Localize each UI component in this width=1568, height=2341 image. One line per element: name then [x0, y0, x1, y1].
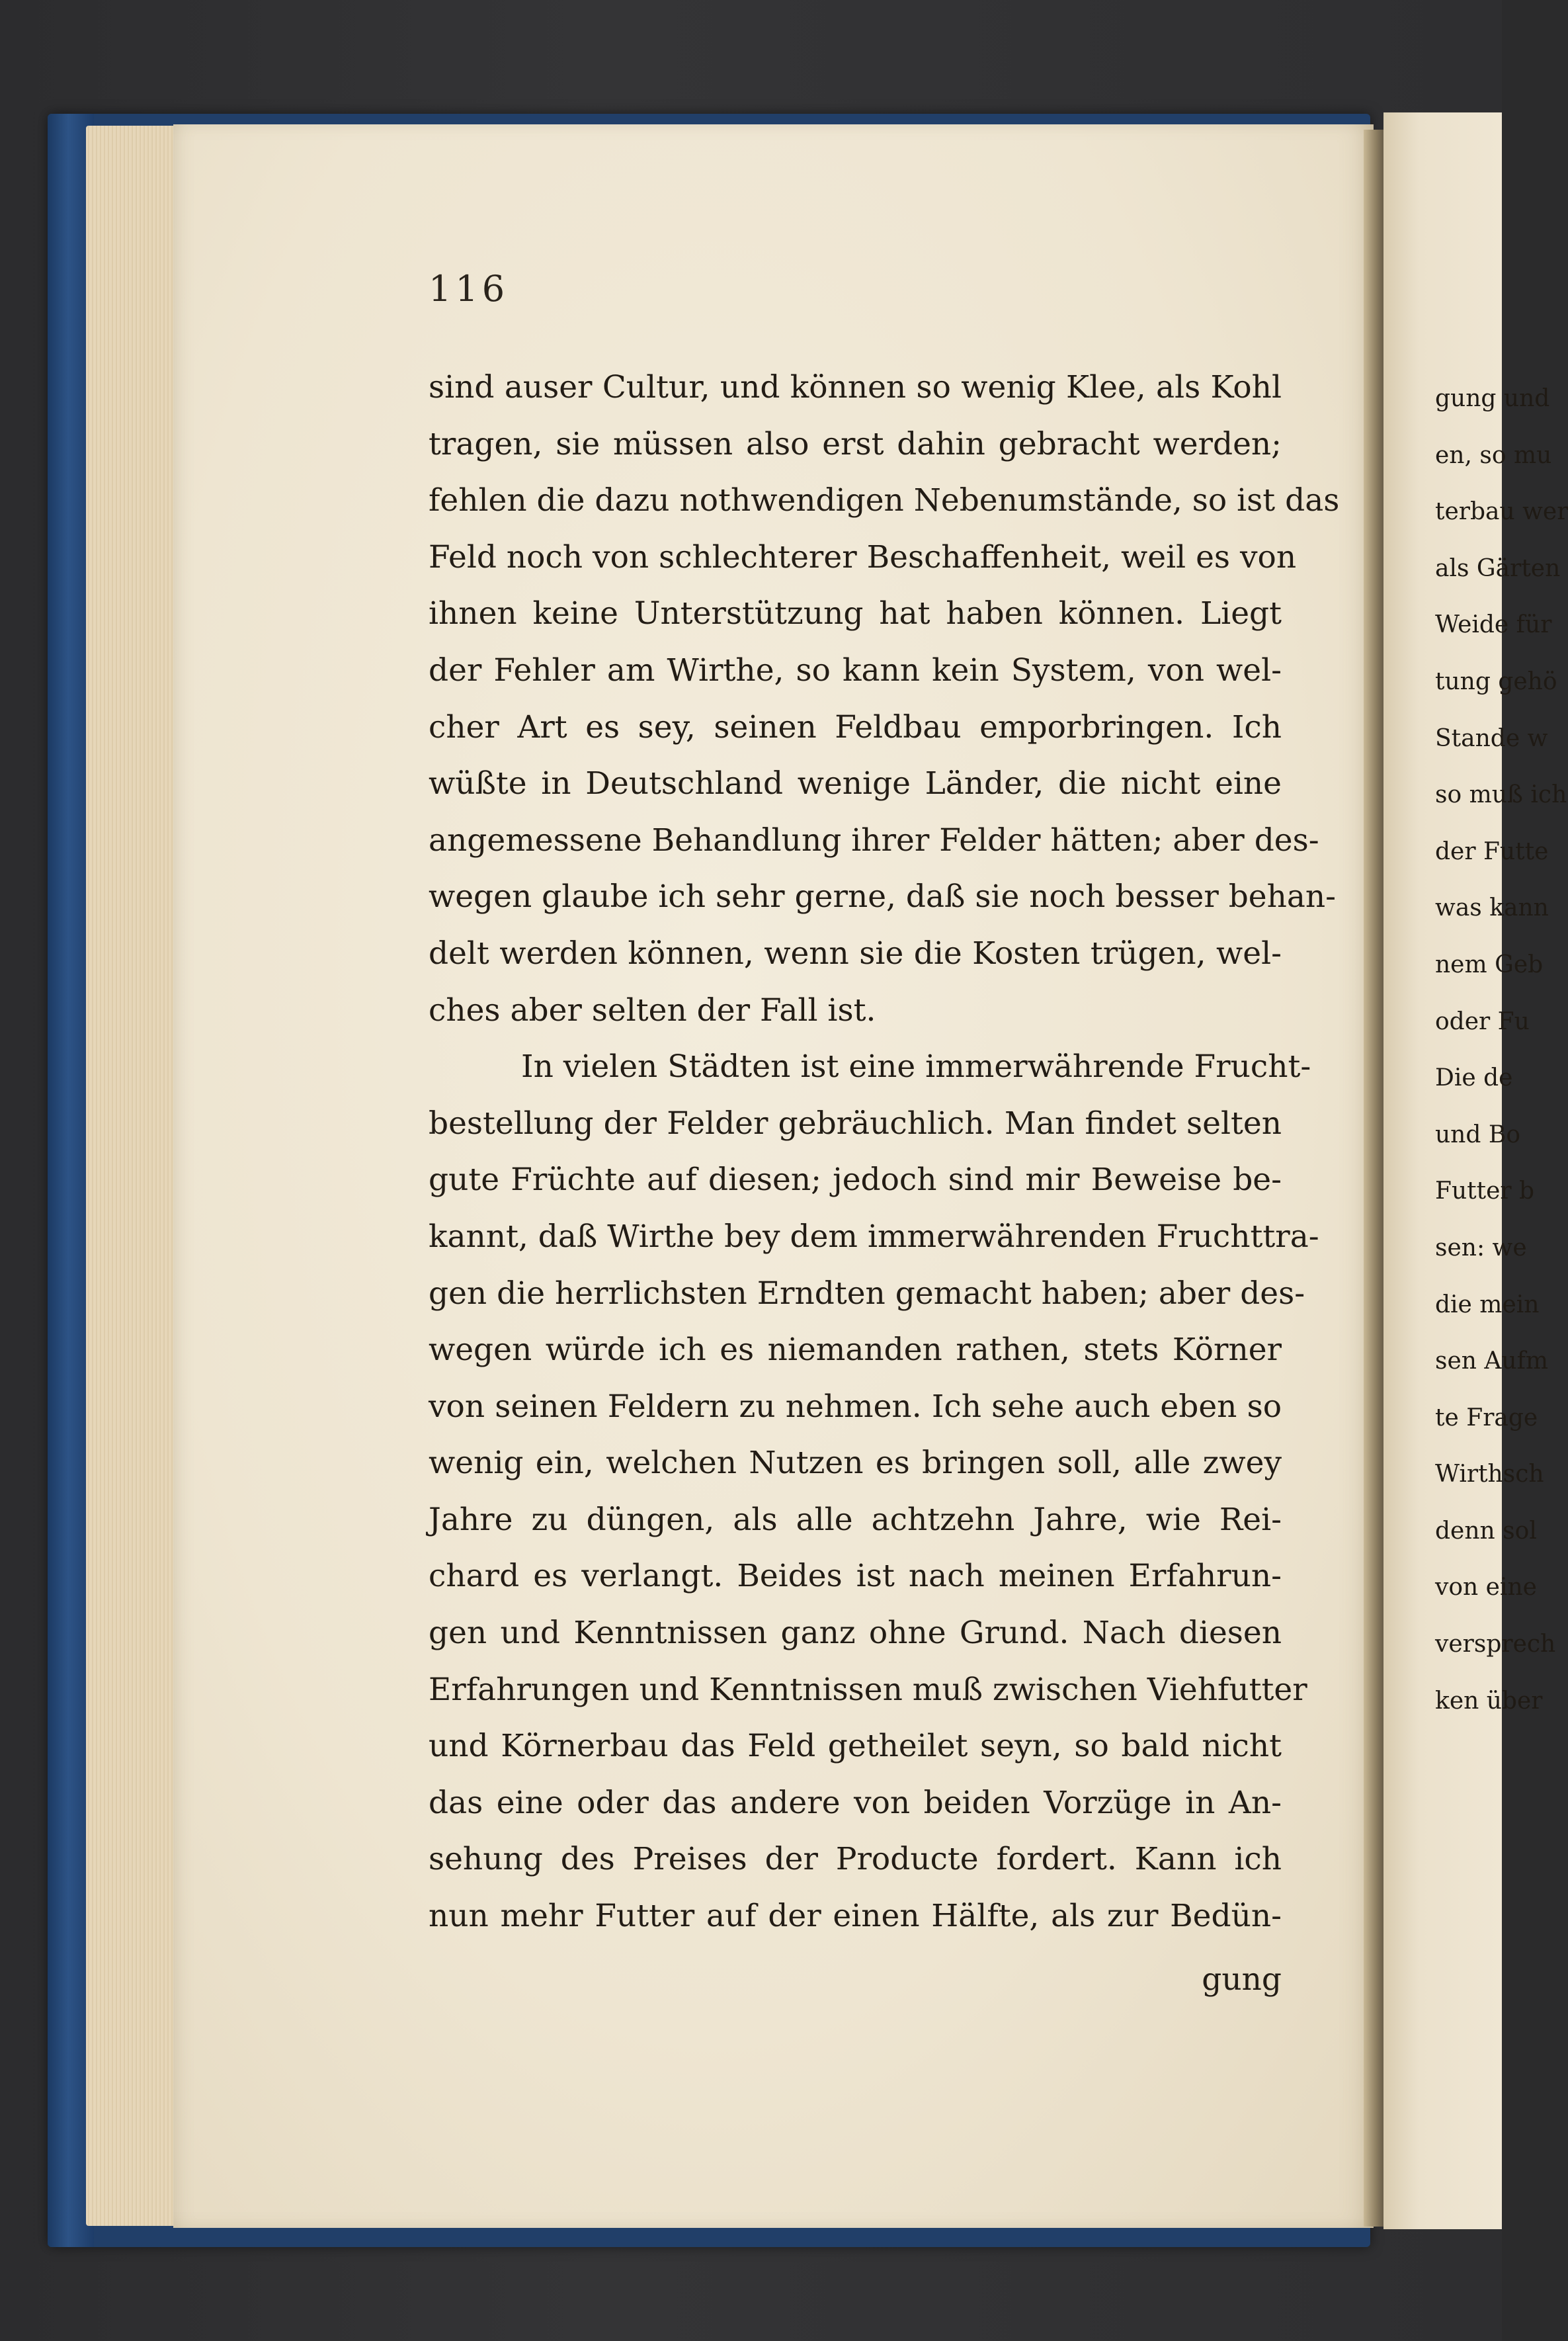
facing-line: tung gehö: [1435, 667, 1557, 695]
facing-line: der Futte: [1435, 837, 1549, 865]
page-number: 116: [429, 268, 509, 310]
facing-line: nem Geb: [1435, 951, 1544, 978]
facing-line: en, so mu: [1435, 441, 1552, 469]
facing-line: die mein: [1435, 1291, 1540, 1318]
facing-line: so muß ich: [1435, 781, 1567, 809]
text-line: bestellung der Felder gebräuchlich. Man findet selten: [429, 1105, 1282, 1142]
facing-line: und Bo: [1435, 1121, 1520, 1148]
text-line: der Fehler am Wirthe, so kann kein System, von wel-: [429, 652, 1282, 689]
text-line: ches aber selten der Fall ist.: [429, 992, 876, 1029]
body-text: [429, 359, 1340, 1945]
facing-line: Futter b: [1435, 1177, 1535, 1205]
facing-line: gung und: [1435, 385, 1550, 412]
facing-line: Stande w: [1435, 724, 1548, 752]
facing-line: denn sol: [1435, 1517, 1537, 1545]
text-line: wenig ein, welchen Nutzen es bringen soll, alle zwey: [429, 1445, 1282, 1482]
text-line: sind auser Cultur, und können so wenig Klee, als Kohl: [429, 369, 1282, 405]
text-line: Feld noch von schlechterer Beschaffenheit, weil es von: [429, 538, 1297, 575]
text-line: von seinen Feldern zu nehmen. Ich sehe auch eben so: [429, 1388, 1282, 1425]
text-line: das eine oder das andere von beiden Vorzüge in An-: [429, 1784, 1282, 1821]
text-line: angemessene Behandlung ihrer Felder hätten; aber des-: [429, 822, 1319, 859]
facing-line: te Frage: [1435, 1404, 1538, 1431]
page-stack-edge: [86, 126, 186, 2226]
text-line: fehlen die dazu nothwendigen Nebenumstände, so ist das: [429, 482, 1340, 519]
facing-line: was kann: [1435, 894, 1549, 922]
text-line: wüßte in Deutschland wenige Länder, die nicht eine: [429, 765, 1282, 802]
facing-line: versprech: [1435, 1631, 1556, 1658]
text-line: Jahre zu düngen, als alle achtzehn Jahre, wie Rei-: [429, 1501, 1282, 1538]
text-line: delt werden können, wenn sie die Kosten trügen, wel-: [429, 935, 1282, 972]
book-gutter: [1364, 130, 1386, 2227]
facing-line: Weide für: [1435, 611, 1552, 639]
text-line: ihnen keine Unterstützung hat haben können. Liegt: [429, 595, 1282, 632]
facing-page-text: [1435, 370, 1568, 1729]
text-line: Erfahrungen und Kenntnissen muß zwischen Viehfutter: [429, 1671, 1307, 1708]
text-line: kannt, daß Wirthe bey dem immerwährenden Fruchttra-: [429, 1218, 1319, 1255]
facing-page: [1383, 112, 1568, 2229]
text-line: und Körnerbau das Feld getheilet seyn, so bald nicht: [429, 1728, 1282, 1765]
facing-line: sen Aufm: [1435, 1347, 1549, 1375]
facing-line: Wirthsch: [1435, 1461, 1544, 1488]
facing-line: terbau wer: [1435, 498, 1568, 526]
text-line: gute Früchte auf diesen; jedoch sind mir Beweise be-: [429, 1162, 1282, 1199]
text-line: gen und Kenntnissen ganz ohne Grund. Nach diesen: [429, 1615, 1282, 1652]
text-line: tragen, sie müssen also erst dahin gebracht werden;: [429, 425, 1282, 462]
facing-line: ken über: [1435, 1687, 1543, 1715]
text-line: cher Art es sey, seinen Feldbau emporbringen. Ich: [429, 708, 1282, 745]
facing-line: Die de: [1435, 1064, 1513, 1092]
catchword: gung: [1202, 1961, 1282, 1998]
facing-line: als Gärten: [1435, 554, 1561, 582]
text-line: chard es verlangt. Beides ist nach meinen Erfahrun-: [429, 1558, 1282, 1595]
facing-line: von eine: [1435, 1574, 1537, 1601]
facing-line: sen: we: [1435, 1234, 1527, 1261]
text-line: wegen würde ich es niemanden rathen, stets Körner: [429, 1332, 1282, 1369]
text-line: nun mehr Futter auf der einen Hälfte, als zur Bedün-: [429, 1898, 1282, 1935]
text-line: gen die herrlichsten Erndten gemacht haben; aber des-: [429, 1275, 1305, 1312]
facing-line: oder Fu: [1435, 1007, 1530, 1035]
text-line: In vielen Städten ist eine immerwährende Frucht-: [521, 1048, 1311, 1085]
text-line: wegen glaube ich sehr gerne, daß sie noch besser behan-: [429, 878, 1337, 915]
text-line: sehung des Preises der Producte fordert. Kann ich: [429, 1841, 1282, 1878]
